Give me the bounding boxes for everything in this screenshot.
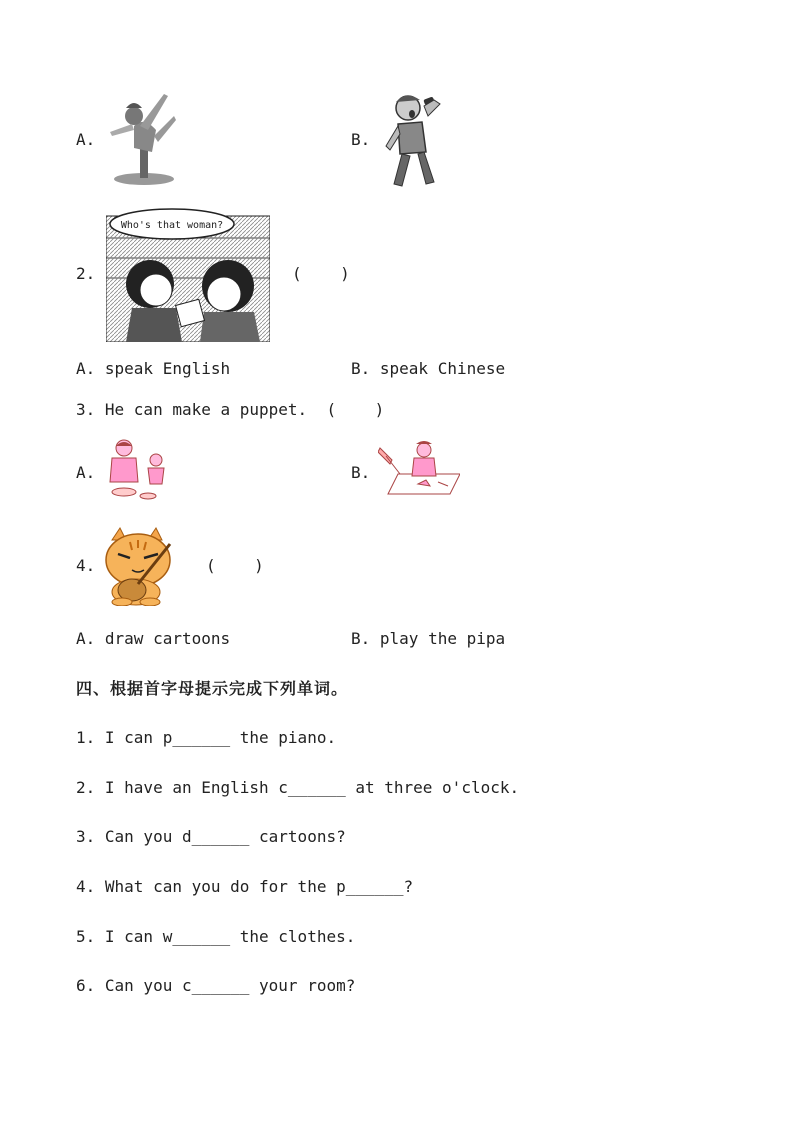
q2-answer-blank: ( ) [292, 264, 350, 283]
q4-option-a: A. draw cartoons [76, 629, 231, 648]
q3-option-a-label: A. [76, 463, 96, 482]
q3-option-b-label: B. [351, 463, 371, 482]
puppet-making-image [104, 438, 170, 502]
fill-item-1: 1. I can p______ the piano. [76, 728, 337, 747]
q4-option-b: B. play the pipa [351, 629, 506, 648]
singer-image [384, 90, 452, 190]
fill-item-2: 2. I have an English c______ at three o'clock. [76, 778, 520, 797]
paper-cutting-image [378, 440, 460, 496]
section-heading: 四、根据首字母提示完成下列单词。 [76, 679, 349, 698]
q2-option-b: B. speak Chinese [351, 359, 506, 378]
q4-answer-blank: ( ) [206, 556, 264, 575]
tiger-pipa-image [102, 526, 178, 606]
q4-number: 4. [76, 556, 96, 575]
cartoon-girls-image [106, 198, 270, 342]
q2-number: 2. [76, 264, 96, 283]
fill-item-6: 6. Can you c______ your room? [76, 976, 356, 995]
q1-option-a-label: A. [76, 130, 96, 149]
fill-item-4: 4. What can you do for the p______? [76, 877, 414, 896]
q3-text: 3. He can make a puppet. ( ) [76, 400, 385, 419]
fill-item-5: 5. I can w______ the clothes. [76, 927, 356, 946]
speech-bubble-text: Who's that woman? [120, 220, 224, 231]
dancer-image [104, 86, 178, 188]
q1-option-b-label: B. [351, 130, 371, 149]
q2-option-a: A. speak English [76, 359, 231, 378]
fill-item-3: 3. Can you d______ cartoons? [76, 827, 346, 846]
